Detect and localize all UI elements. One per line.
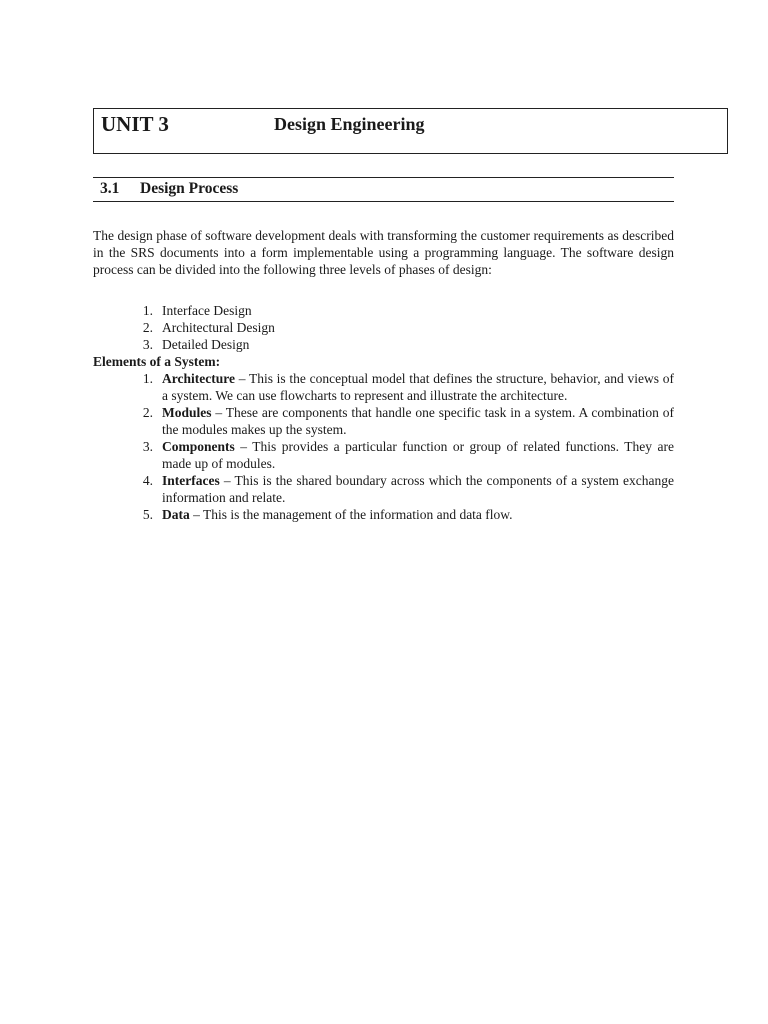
element-description: – These are components that handle one specific task in a system. A combination of the modules makes up the system. <box>162 405 674 437</box>
unit-header-box <box>93 108 728 154</box>
list-item-text: Detailed Design <box>162 337 250 352</box>
list-item-text: Interface Design <box>162 303 252 318</box>
element-description: – This provides a particular function or group of related functions. They are made up of modules. <box>162 439 674 471</box>
design-phases-list <box>93 302 674 353</box>
element-term: Data <box>162 507 190 522</box>
list-item <box>93 506 674 523</box>
element-description: – This is the conceptual model that defines the structure, behavior, and views of a system. We can use flowcharts to represent and illustrate the architecture. <box>162 371 674 403</box>
list-number: 1. <box>142 371 153 386</box>
element-description: – This is the shared boundary across which the components of a system exchange information and relate. <box>162 473 674 505</box>
section-number: 3.1 <box>100 180 120 197</box>
list-number: 3. <box>142 439 153 454</box>
intro-paragraph: The design phase of software development deals with transforming the customer requirements as described in the SRS documents into a form implementable using a programming language. The software design process can be divided into the following three levels of phases of design: <box>93 228 674 277</box>
element-term: Modules <box>162 405 212 420</box>
element-term: Architecture <box>162 371 235 386</box>
unit-label: UNIT 3 <box>101 112 169 136</box>
list-number: 2. <box>142 320 153 335</box>
unit-title: Design Engineering <box>274 114 425 134</box>
section-heading <box>93 177 674 202</box>
list-number: 4. <box>142 473 153 488</box>
list-item <box>93 336 674 353</box>
element-term: Interfaces <box>162 473 220 488</box>
list-item <box>93 472 674 506</box>
element-term: Components <box>162 439 235 454</box>
list-item <box>93 302 674 319</box>
list-item <box>93 319 674 336</box>
list-number: 3. <box>142 337 153 352</box>
list-item <box>93 370 674 404</box>
list-item <box>93 404 674 438</box>
list-item <box>93 438 674 472</box>
elements-heading: Elements of a System: <box>93 354 221 369</box>
list-number: 2. <box>142 405 153 420</box>
element-description: – This is the management of the information and data flow. <box>189 507 513 522</box>
list-number: 1. <box>142 303 153 318</box>
list-item-text: Architectural Design <box>162 320 275 335</box>
list-number: 5. <box>142 507 153 522</box>
elements-list <box>93 370 674 523</box>
section-title: Design Process <box>140 180 239 197</box>
